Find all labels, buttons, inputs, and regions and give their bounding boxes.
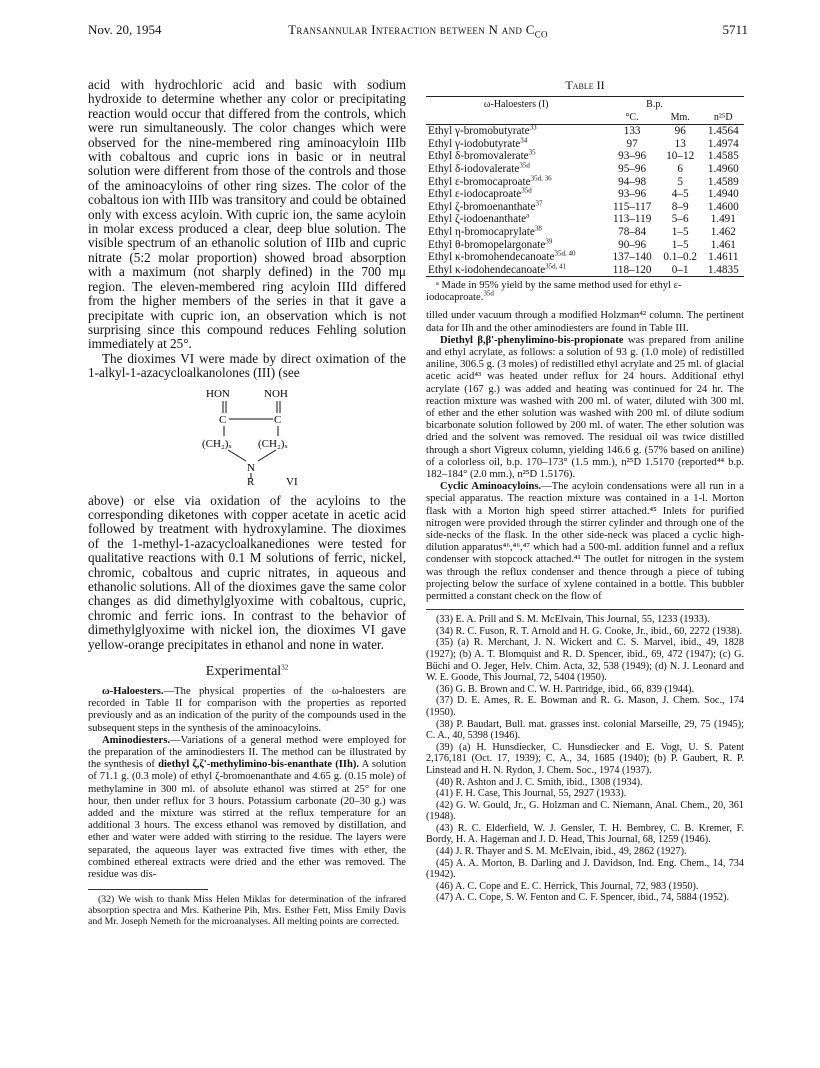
td-name-text: Ethyl ζ-iodoenanthate (428, 213, 527, 226)
th-name: ω-Haloesters (I) (426, 97, 606, 112)
td-n (703, 176, 744, 189)
td-name (426, 226, 606, 239)
td-mm (658, 239, 703, 252)
td-mm-text: 4–5 (671, 188, 689, 201)
td-c (606, 213, 657, 226)
td-c-text: 97 (626, 137, 638, 150)
td-c (606, 125, 657, 138)
cyclic-text: —The acyloin condensations were all run in a special apparatus. The reaction mixture was contained in a 1-l. Morton flask with a Morton high speed stirrer attached.⁴⁵ Inlets for purified nitrogen were provided through the stirrer cylinder and through one of the side-necks of the flask. In the other side-neck was placed a cyclic high-dilution apparatus⁴⁶,⁴⁶,⁴⁷ which had a 500-ml. addition funnel and a reflux condenser with stopcock attached.⁴¹ The outlet for nitrogen in the system was through the reflux condenser and thence through a piece of tubing projecting below the surface of xylene contained in a bottle. This bubbler permitted a constant check on the flow of (426, 481, 744, 602)
aminodiesters-text-1: —Variations of a general method were employed for the preparation of the aminodiesters II. The method can be illustrated by the synthesis of (88, 734, 406, 771)
td-mm (658, 201, 703, 214)
td-mm (658, 264, 703, 277)
td-c-text: 113–119 (612, 213, 652, 226)
table-note-sup: 35d (483, 289, 494, 298)
haloesters-text: —The physical properties of the ω-haloesters are recorded in Table II for comparison with the properties as reported previously and as an indication of the purity of the compounds used in the subsequent steps in the synthesis of the aminoacyloins. (88, 686, 406, 734)
td-name-sup: 35d (521, 186, 532, 195)
td-mm (658, 251, 703, 264)
td-c (606, 150, 657, 163)
reference-item: (40) R. Ashton and J. C. Smith, ibid., 1308 (1934). (436, 776, 643, 788)
td-mm (658, 125, 703, 138)
td-n-text: 1.4589 (707, 175, 739, 188)
reference-item: (44) J. R. Thayer and S. M. McElvain, ibid., 49, 2862 (1927). (436, 846, 687, 858)
experimental-heading (88, 664, 406, 680)
td-name (426, 138, 606, 151)
td-name-text: Ethyl δ-bromovalerate (428, 150, 529, 163)
reference-item: (47) A. C. Cope, S. W. Fenton and C. F. Spencer, ibid., 74, 5884 (1952). (436, 892, 730, 904)
td-c-text: 115–117 (612, 200, 652, 213)
td-c-text: 90–96 (618, 238, 647, 251)
td-c-text: 78–84 (618, 225, 647, 238)
td-c (606, 188, 657, 201)
td-n (703, 125, 744, 138)
td-name-text: Ethyl κ-bromohendecanoate (428, 251, 555, 264)
diethyl-title: Diethyl β,β'-phenylimino-bis-propionate (440, 334, 624, 346)
structure-vi (88, 385, 406, 485)
td-n-text: 1.4600 (707, 200, 739, 213)
td-n (703, 264, 744, 277)
table-row (426, 176, 744, 189)
td-name (426, 201, 606, 214)
header-page-number: 5711 (722, 22, 748, 37)
references-list (426, 609, 744, 904)
td-name (426, 125, 606, 138)
th-mm: Mm. (658, 112, 703, 125)
reference-item: (34) R. C. Fuson, R. T. Arnold and H. G. Cooke, Jr., ibid., 60, 2272 (1938). (436, 625, 743, 637)
td-n-text: 1.462 (710, 225, 736, 238)
reference-item: (36) G. B. Brown and C. W. H. Partridge, ibid., 66, 839 (1944). (436, 683, 695, 695)
td-name-text: Ethyl ε-iodocaproate (428, 188, 522, 201)
td-n (703, 213, 744, 226)
cyclic-title: Cyclic Aminoacyloins. (440, 481, 542, 493)
td-n-text: 1.4585 (707, 150, 739, 163)
td-c-text: 93–96 (618, 150, 647, 163)
struct-ch2-right: (CH₂)ₓ (258, 437, 288, 450)
td-name-text: Ethyl η-bromocaprylate (428, 225, 535, 238)
td-name (426, 188, 606, 201)
td-mm (658, 138, 703, 151)
td-mm (658, 163, 703, 176)
td-c (606, 251, 657, 264)
struct-c-right: C (274, 413, 282, 426)
td-name-text: Ethyl ε-bromocaproate (428, 175, 531, 188)
right-column (426, 78, 744, 904)
td-mm (658, 176, 703, 189)
running-header (88, 22, 748, 42)
td-c-text: 118–120 (612, 263, 652, 276)
td-mm (658, 150, 703, 163)
td-n-text: 1.4564 (707, 125, 739, 138)
td-c-text: 95–96 (618, 162, 647, 175)
paragraph-distillation: tilled under vacuum through a modified Holzman⁴² column. The pertinent data for IIh and the other aminodiesters are found in Table III. (426, 310, 744, 334)
th-bp: B.p. (606, 97, 702, 112)
th-c: °C. (606, 112, 657, 125)
td-name (426, 163, 606, 176)
td-n-text: 1.4611 (708, 251, 739, 264)
table-row (426, 251, 744, 264)
td-n (703, 239, 744, 252)
td-mm-text: 1–5 (671, 238, 689, 251)
table-caption: Table II (565, 78, 605, 92)
td-name-sup: 35d, 36 (530, 173, 552, 182)
table-row (426, 239, 744, 252)
reference-item: (33) E. A. Prill and S. M. McElvain, This Journal, 55, 1233 (1933). (436, 614, 710, 626)
paragraph-aminodiesters (88, 735, 406, 881)
table-row (426, 138, 744, 151)
struct-ch2-left: (CH₂)ₓ (202, 437, 232, 450)
td-n (703, 163, 744, 176)
table-row (426, 226, 744, 239)
footnote-32: (32) We wish to thank Miss Helen Miklas for determination of the infrared absorption spectra and Mrs. Katherine Pih, Mrs. Esther Fett, Miss Emily Davis and Mr. Joseph Nemeth for the microanalyses. All melting points are corrected. (88, 894, 406, 928)
table-row (426, 264, 744, 277)
td-n-text: 1.4835 (707, 263, 739, 276)
td-name-sup: 33 (529, 123, 537, 132)
reference-item: (43) R. C. Elderfield, W. J. Gensler, T. H. Bembrey, C. B. Kremer, F. Bordy, H. A. Hageman and J. D. Head, This Journal, 68, 1259 (1946). (426, 822, 744, 846)
td-n-text: 1.4974 (707, 137, 739, 150)
td-name (426, 261, 606, 277)
td-name-sup: 38 (534, 224, 542, 233)
reference-item: (42) G. W. Gould, Jr., G. Holzman and C. Niemann, Anal. Chem., 20, 361 (1948). (426, 799, 744, 823)
td-name-sup: 35d, 40 (554, 249, 576, 258)
table-row (426, 201, 744, 214)
td-name-text: Ethyl θ-bromopelargonate (428, 238, 546, 251)
header-title (88, 22, 748, 40)
td-n-text: 1.4960 (707, 162, 739, 175)
td-mm (658, 226, 703, 239)
th-n: n²⁵D (703, 112, 744, 125)
table-body (426, 125, 744, 277)
struct-hon: HON (206, 387, 230, 400)
td-c (606, 264, 657, 277)
paragraph-cyclic (426, 481, 744, 603)
struct-r: R (247, 475, 255, 485)
td-name (426, 173, 606, 189)
table-header-row-1 (426, 97, 744, 112)
struct-c-left: C (219, 413, 227, 426)
td-name-sup: 35d, 41 (545, 261, 567, 270)
paragraph-diethyl (426, 335, 744, 481)
reference-item: (35) (a) R. Merchant, J. N. Wickert and C. S. Marvel, ibid., 49, 1828 (1927); (b) A. T. Blomquist and R. D. Spencer, ibid., 69, 472 (1947); (c) G. Büchi and O. Jeger, Helv. Chim. Acta, 32, 538 (1949); (d) N. J. Leonard and W. E. Goode, This Journal, 72, 5404 (1950). (426, 637, 744, 684)
header-title-text: Transannular Interaction between N and C (288, 22, 535, 37)
reference-item: (39) (a) H. Hunsdiecker, C. Hunsdiecker and E. Vogt, U. S. Patent 2,176,181 (Oct. 17, 1939); C. A., 34, 1685 (1940); (b) P. Gaubert, R. P. Linstead and H. N. Rydon, J. Chem. Soc., 1974 (1937). (426, 741, 744, 776)
td-name-sup: 39 (545, 236, 553, 245)
table-note-text: ᵃ Made in 95% yield by the same method used for ethyl ε-iodocaproate. (426, 280, 682, 304)
td-n (703, 188, 744, 201)
aminodiesters-title: Aminodiesters. (102, 734, 170, 746)
footnote-rule (88, 889, 208, 890)
table-row (426, 150, 744, 163)
table-row (426, 213, 744, 226)
td-n (703, 226, 744, 239)
reference-item: (41) F. H. Case, This Journal, 55, 2927 (1933). (436, 788, 627, 800)
td-c-text: 137–140 (612, 251, 652, 264)
td-mm (658, 213, 703, 226)
td-n (703, 201, 744, 214)
header-date: Nov. 20, 1954 (88, 22, 162, 37)
td-n (703, 138, 744, 151)
td-c (606, 163, 657, 176)
table-footnote (426, 280, 744, 304)
struct-n: N (247, 461, 255, 474)
td-name (426, 213, 606, 226)
td-mm-text: 13 (674, 137, 686, 150)
td-c (606, 239, 657, 252)
paragraph-oxidation: above) or else via oxidation of the acyloins to the corresponding diketones with copper acetate in acetic acid followed by treatment with hydroxylamine. The dioximes of the 1-methyl-1-azacycloalkanediones were tested for qualitative reactions with 0.1 M solutions of ferric, nickel, chromic, cobaltous and cupric nitrates, in aqueous and ethanolic solutions. All of the dioximes gave the same color changes as did dimethylglyoxime with cobaltous, cupric, chromic and ferric ions. In contrast to the behavior of dimethylglyoxime with nickel ion, the dioximes VI gave yellow-orange precipitates in ethanol and none in water. (88, 492, 406, 652)
td-c (606, 226, 657, 239)
reference-item: (38) P. Baudart, Bull. mat. grasses inst. colonial Marseille, 29, 75 (1945); C. A., 40, 5398 (1946). (426, 718, 744, 742)
td-n-text: 1.461 (710, 238, 736, 251)
td-mm-text: 5–6 (671, 213, 689, 226)
td-name-sup: 35 (528, 148, 536, 157)
td-name-sup: a (526, 211, 530, 220)
td-name-text: Ethyl ζ-bromoenanthate (428, 200, 536, 213)
table-haloesters (426, 96, 744, 277)
experimental-heading-text: Experimental (205, 664, 282, 679)
td-n-text: 1.491 (710, 213, 736, 226)
td-name (426, 236, 606, 252)
td-mm-text: 5 (677, 175, 683, 188)
td-c (606, 176, 657, 189)
struct-label: VI (286, 475, 298, 485)
td-name-sup: 37 (535, 199, 543, 208)
td-mm-text: 0.1–0.2 (663, 251, 697, 264)
td-name (426, 251, 606, 264)
table-row (426, 163, 744, 176)
table-row (426, 188, 744, 201)
td-c-text: 133 (623, 125, 641, 138)
td-mm-text: 6 (677, 162, 683, 175)
td-name-text: Ethyl γ-bromobutyrate (428, 125, 530, 138)
reference-item: (46) A. C. Cope and E. C. Herrick, This Journal, 72, 983 (1950). (436, 880, 699, 892)
td-mm-text: 10–12 (666, 150, 695, 163)
td-name (426, 150, 606, 163)
haloesters-title: ω-Haloesters. (102, 686, 164, 697)
td-n-text: 1.4940 (707, 188, 739, 201)
td-c-text: 93–96 (618, 188, 647, 201)
td-name-text: Ethyl γ-iodobutyrate (428, 137, 521, 150)
td-name-text: Ethyl δ-iodovalerate (428, 162, 520, 175)
td-name-sup: 34 (520, 136, 528, 145)
td-c-text: 94–98 (618, 175, 647, 188)
left-column (88, 78, 406, 927)
header-title-sub: CO (534, 29, 548, 40)
reference-item: (45) A. A. Morton, B. Darling and J. Davidson, Ind. Eng. Chem., 14, 734 (1942). (426, 857, 744, 881)
aminodiesters-text-2: A solution of 71.1 g. (0.3 mole) of ethyl ζ-bromoenanthate and 4.65 g. (0.15 mole) of methylamine in 300 ml. of absolute ethanol was stirred at 25° for one hour, then under reflux for 3 hours. Potassium carbonate (20–30 g.) was added and the mixture was stirred at the reflux temperature for an additional 3 hours. The excess ethanol was removed by distillation, and ether and water were added with stirring to the residue. The layers were separated, the aqueous layer was extracted five times with ether, the combined ethereal extracts were dried and the ether was removed. The residue was dis- (88, 759, 406, 881)
td-n (703, 150, 744, 163)
aminodiesters-compound: diethyl ζ,ζ'-methylimino-bis-enanthate (IIh). (158, 759, 360, 771)
table-header-row-2 (426, 112, 744, 125)
td-mm-text: 8–9 (671, 200, 689, 213)
td-name-sup: 35d (519, 161, 530, 170)
td-c (606, 138, 657, 151)
paragraph-haloesters (88, 686, 406, 735)
td-mm (658, 188, 703, 201)
reference-item: (37) D. E. Ames, R. E. Bowman and R. G. Mason, J. Chem. Soc., 174 (1950). (426, 695, 744, 718)
diethyl-text: was prepared from aniline and ethyl acrylate, as follows: a solution of 93 g. (1.0 mole) of redistilled aniline, 306.5 g. (3 moles) of redistilled ethyl acrylate and 25 ml. of glacial acetic acid⁴³ was heated under reflux for 24 hours. Additional ethyl acrylate (167 g.) was added and heating was continued for 24 hr. The reaction mixture was washed with 200 ml. of water, diluted with 300 ml. of ether and the ether solution was washed with 200 ml. of dilute sodium bicarbonate solution followed by 200 ml. of water. The ether solution was dried and the solvent was removed. The residual oil was twice distilled through a short Vigreux column, yielding 146.6 g. (57% based on aniline) of a colorless oil, b.p. 170–173° (1.5 mm.), n²⁵D 1.5170 (reported⁴⁴ b.p. 182–184° (2.0 mm.), n²⁵D 1.5176). (426, 334, 745, 480)
td-mm-text: 96 (674, 125, 686, 138)
table-row (426, 125, 744, 138)
td-mm-text: 1–5 (671, 225, 689, 238)
paragraph-color-reactions: acid with hydrochloric acid and basic with sodium hydroxide to determine whether any color or precipitating reaction would occur that differed from the controls, which were run simultaneously. The color changes which were observed for the nine-membered ring aminoacyloin IIIb with cobaltous and cupric ions in basic or in neutral solution were different from those of the controls and those of the aminoacyloins of other ring sizes. The color of the cobaltous ion with IIIb was transitory and could be obtained only with excess acyloin. With cupric ion, the same acyloin in molar excess produced a clear, deep blue solution. The visible spectrum of an ethanolic solution of IIIb and cupric nitrate (5:2 molar proportion) showed broad absorption with a maximum (not sharply defined) in the 700 mμ region. The eleven-membered ring acyloin IIId differed from the higher members of the series in that it gave a precipitate with cupric ion, an observation which is not surprising since this compound reduces Fehling solution immediately at 25°. (88, 77, 406, 352)
td-mm-text: 0–1 (671, 263, 689, 276)
td-c (606, 201, 657, 214)
experimental-sup: 32 (281, 663, 289, 672)
td-name-text: Ethyl κ-iodohendecanoate (428, 263, 546, 276)
paragraph-dioximes: The dioximes VI were made by direct oximation of the 1-alkyl-1-azacycloalkanolones (III) (see (88, 350, 406, 381)
td-n (703, 251, 744, 264)
struct-noh: NOH (264, 387, 288, 400)
